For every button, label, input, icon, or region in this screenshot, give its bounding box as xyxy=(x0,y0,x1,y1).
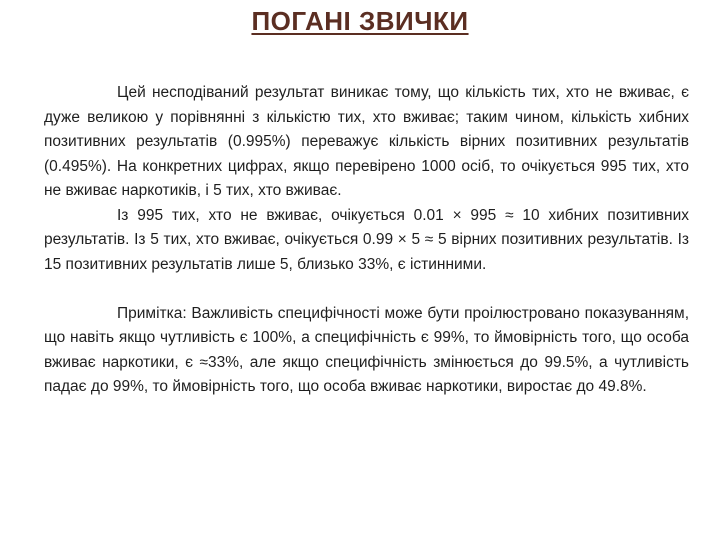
slide-title-text: ПОГАНІ ЗВИЧКИ xyxy=(251,6,469,36)
paragraph-calculation: Із 995 тих, хто не вживає, очікується 0.01 × 995 ≈ 10 хибних позитивних результатів. Із 5 тих, хто вживає, очікується 0.99 × 5 ≈ 5 вірних позитивних результатів. Із 15 позитивних результатів лише 5, близько 33%, є істинними. xyxy=(44,206,689,273)
slide-body xyxy=(44,81,689,400)
paragraph-note: Примітка: Важливість специфічності може бути проілюстровано показуванням, що навіть якщо чутливість є 100%, а специфічність є 99%, то ймовірність того, що особа вживає наркотики, є ≈33%, але якщо специфічність змінюється до 99.5%, а чутливість падає до 99%, то ймовірність того, що особа вживає наркотики, виростає до 49.8%. xyxy=(44,304,689,395)
slide-title xyxy=(0,4,720,38)
paragraph-explanation: Цей несподіваний результат виникає тому, що кількість тих, хто не вживає, є дуже великою у порівнянні з кількістю тих, хто вживає; таким чином, кількість хибних позитивних результатів (0.995%) переважує кількість вірних позитивних результатів (0.495%). На конкретних цифрах, якщо перевірено 1000 осіб, то очікується 995 тих, хто не вживає наркотиків, і 5 тих, хто вживає. xyxy=(44,84,689,199)
